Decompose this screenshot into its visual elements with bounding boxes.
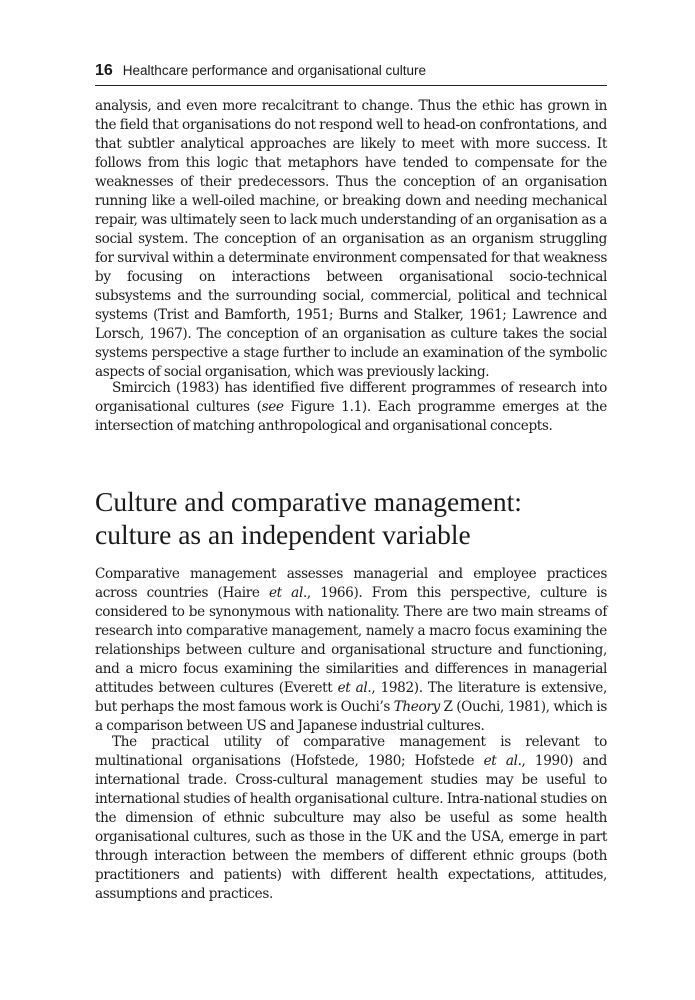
section-heading xyxy=(95,485,607,551)
italic-theory: Theory xyxy=(393,699,440,715)
text-run: Z (Ouchi, 1981), which is a comparison between US and Japanese industrial cultures. xyxy=(95,699,607,734)
italic-et-al: et al xyxy=(268,585,303,601)
text-run: Smircich (1983) has identified five different programmes of research into organisational cultures ( xyxy=(95,380,607,415)
heading-line-1: Culture and comparative management: xyxy=(95,486,522,517)
page-number: 16 xyxy=(95,62,113,79)
text-run: Comparative management assesses managerial and employee practices across countries (Haire xyxy=(95,566,607,601)
running-title: Healthcare performance and organisational culture xyxy=(122,63,426,78)
text-run: Figure 1.1). Each programme emerges at the intersection of matching anthropological and organisational concepts. xyxy=(95,399,607,434)
paragraph-comparative-management xyxy=(95,565,607,736)
paragraph-organisation-metaphors xyxy=(95,97,607,382)
text-run: ., 1982). The literature is extensive, but perhaps the most famous work is Ouchi’s xyxy=(95,680,607,715)
italic-see: see xyxy=(261,399,284,415)
paragraph-text: analysis, and even more recalcitrant to change. Thus the ethic has grown in the field that organisations do not respond well to head-on confrontations, and that subtler analytical approaches are likely to meet with more success. It follows from this logic that metaphors have tended to compensate for the weaknesses of their predecessors. Thus the conception of an organisation running like a well-oiled machine, or breaking down and needing mechanical repair, was ultimately seen to lack much understanding of an organisation as a social system. The conception of an organisation as an organism struggling for survival within a determinate environment compensated for that weakness by focusing on interactions between organisational socio-technical subsystems and the surrounding social, commercial, political and technical systems (Trist and Bamforth, 1951; Burns and Stalker, 1961; Lawrence and Lorsch, 1967). The conception of an organisation as culture takes the social systems perspective a stage further to include an examination of the symbolic aspects of social organisation, which was previously lacking. xyxy=(95,98,607,380)
heading-line-2: culture as an independent variable xyxy=(95,519,471,550)
italic-et-al: et al xyxy=(337,680,368,696)
paragraph-smircich xyxy=(95,379,607,436)
running-header xyxy=(95,62,607,86)
italic-et-al: et al xyxy=(483,753,518,769)
text-run: ., 1966). From this perspective, culture is considered to be synonymous with nationality. There are two main streams of research into comparative management, namely a macro focus examining the relationships between culture and organisational structure and functioning, and a micro focus examining the similarities and differences in managerial attitudes between cultures (Everett xyxy=(95,585,607,696)
paragraph-practical-utility xyxy=(95,733,607,904)
text-run: ., 1990) and international trade. Cross-cultural management studies may be useful to international studies of health organisational culture. Intra-national studies on the dimension of ethnic subculture may also be useful as some health organisational cultures, such as those in the UK and the USA, emerge in part through interaction between the members of different ethnic groups (both practitioners and patients) with different health expectations, attitudes, assumptions and practices. xyxy=(95,753,608,902)
text-run: The practical utility of comparative management is relevant to multinational organisations (Hofstede, 1980; Hofstede xyxy=(95,734,607,769)
